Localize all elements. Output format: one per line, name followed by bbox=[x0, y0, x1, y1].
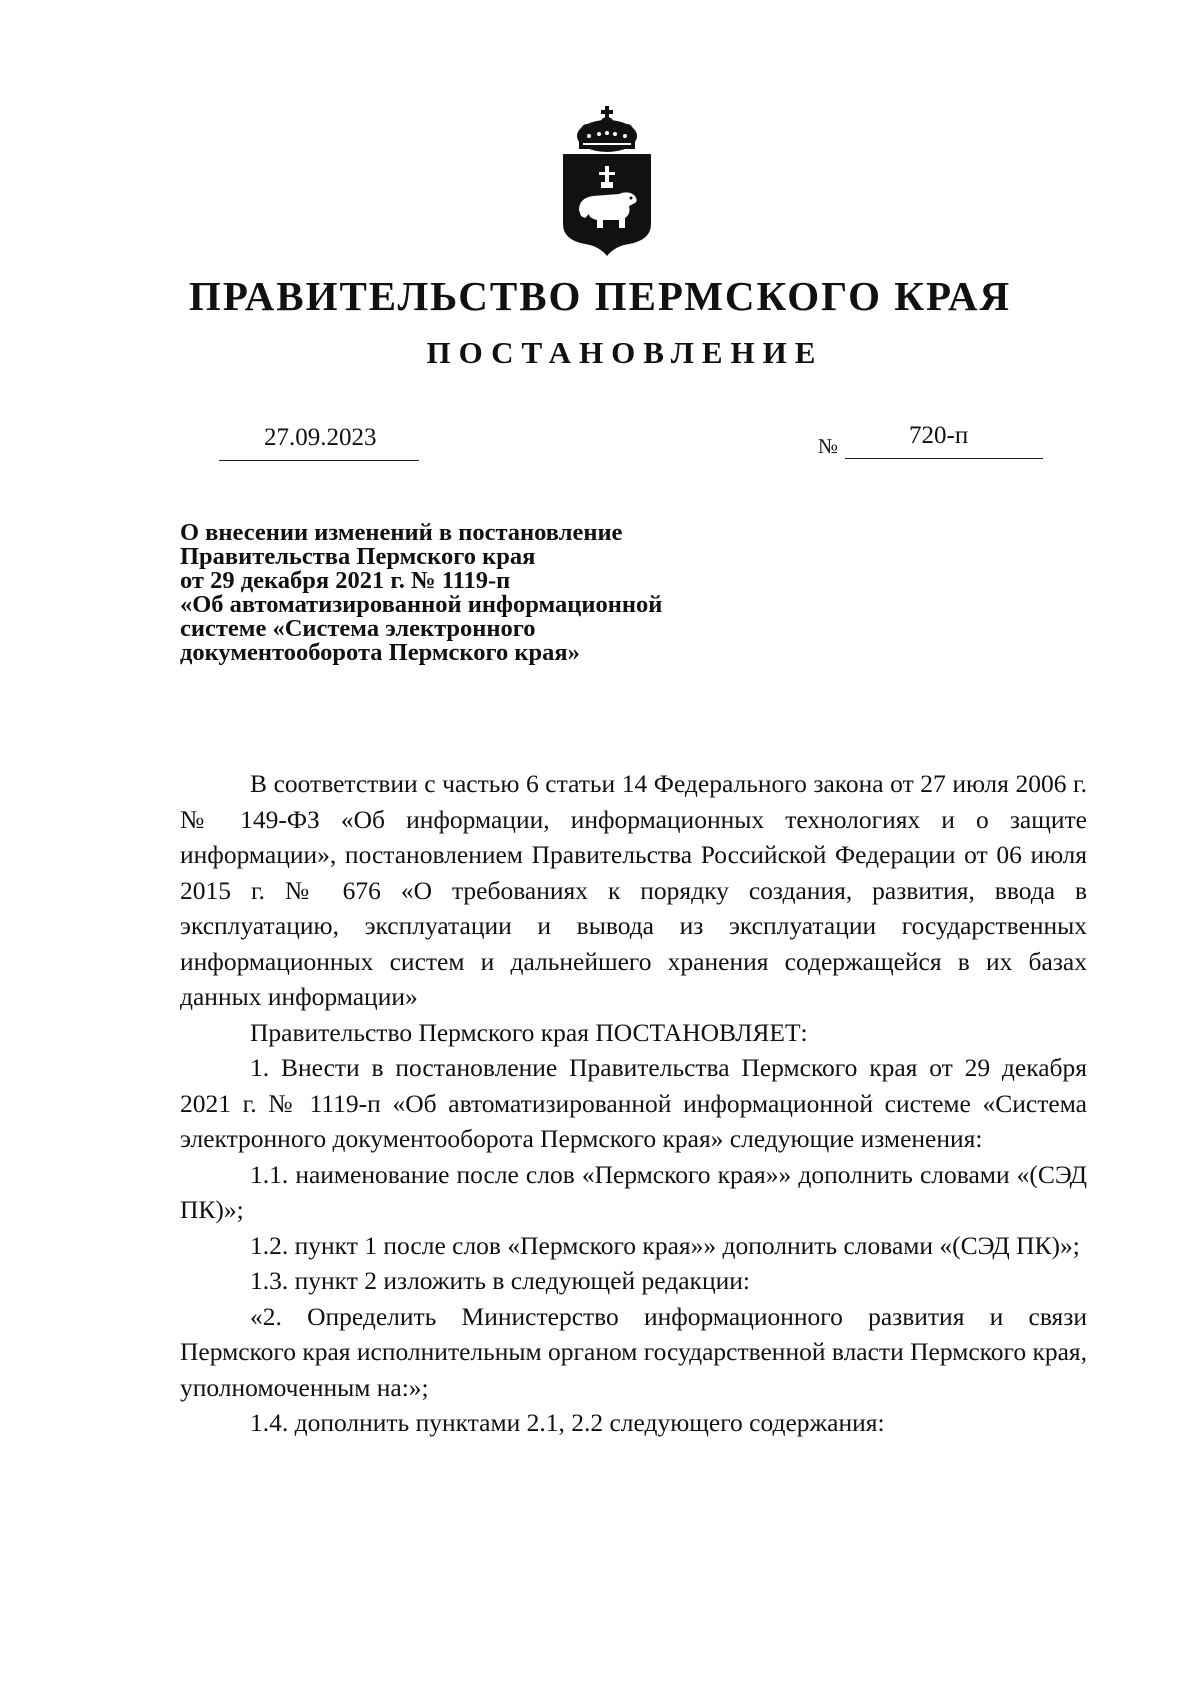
document-subject bbox=[180, 521, 800, 665]
subject-line: документооборота Пермского края» bbox=[180, 639, 580, 666]
coat-of-arms-icon bbox=[559, 106, 655, 258]
government-title: ПРАВИТЕЛЬСТВО ПЕРМСКОГО КРАЯ bbox=[188, 273, 1012, 319]
document-type: ПОСТАНОВЛЕНИЕ bbox=[426, 335, 824, 370]
body-paragraph: «2. Определить Министерство информационного развития и связи Пермского края исполнительным органом государственной власти Пермского края, уполномоченным на:»; bbox=[180, 1301, 1088, 1402]
body-paragraph: 1.1. наименование после слов «Пермского края»» дополнить словами «(СЭД ПК)»; bbox=[180, 1159, 1087, 1224]
body-paragraph: В соответствии с частью 6 статьи 14 Федерального закона от 27 июля 2006 г. № 149-ФЗ «Об информации, информационных технологиях и о защите информации», постановлением Правительства Российской Федерации от 06 июля 2015 г. № 676 «О требованиях к порядку создания, развития, ввода в эксплуатацию, эксплуатации и вывода из эксплуатации государственных информационных систем и дальнейшего хранения содержащейся в их базах данных информации» bbox=[180, 769, 1087, 1011]
subject-line: О внесении изменений в постановление bbox=[180, 519, 623, 546]
number-field bbox=[845, 416, 1043, 459]
body-paragraph: Правительство Пермского края ПОСТАНОВЛЯЕТ: bbox=[250, 1017, 808, 1047]
document-body bbox=[180, 766, 1087, 1441]
number-sign: № bbox=[818, 434, 839, 458]
date-field bbox=[219, 418, 419, 461]
subject-line: от 29 декабря 2021 г. № 1119-п bbox=[180, 567, 511, 594]
body-paragraph: 1.4. дополнить пунктами 2.1, 2.2 следующего содержания: bbox=[250, 1408, 885, 1437]
subject-line: «Об автоматизированной информационной bbox=[180, 591, 663, 618]
body-paragraph: 1. Внести в постановление Правительства Пермского края от 29 декабря 2021 г. № 1119-п «Об автоматизированной информационной системе «Система электронного документооборота Пермского края» следующие изменения: bbox=[180, 1053, 1087, 1153]
document-date: 27.09.2023 bbox=[264, 424, 377, 451]
body-paragraph: 1.2. пункт 1 после слов «Пермского края»» дополнить словами «(СЭД ПК)»; bbox=[250, 1230, 1080, 1260]
body-paragraph: 1.3. пункт 2 изложить в следующей редакции: bbox=[250, 1266, 750, 1295]
document-number: 720-п bbox=[909, 422, 969, 449]
subject-line: системе «Система электронного bbox=[180, 615, 536, 642]
subject-line: Правительства Пермского края bbox=[180, 543, 536, 570]
